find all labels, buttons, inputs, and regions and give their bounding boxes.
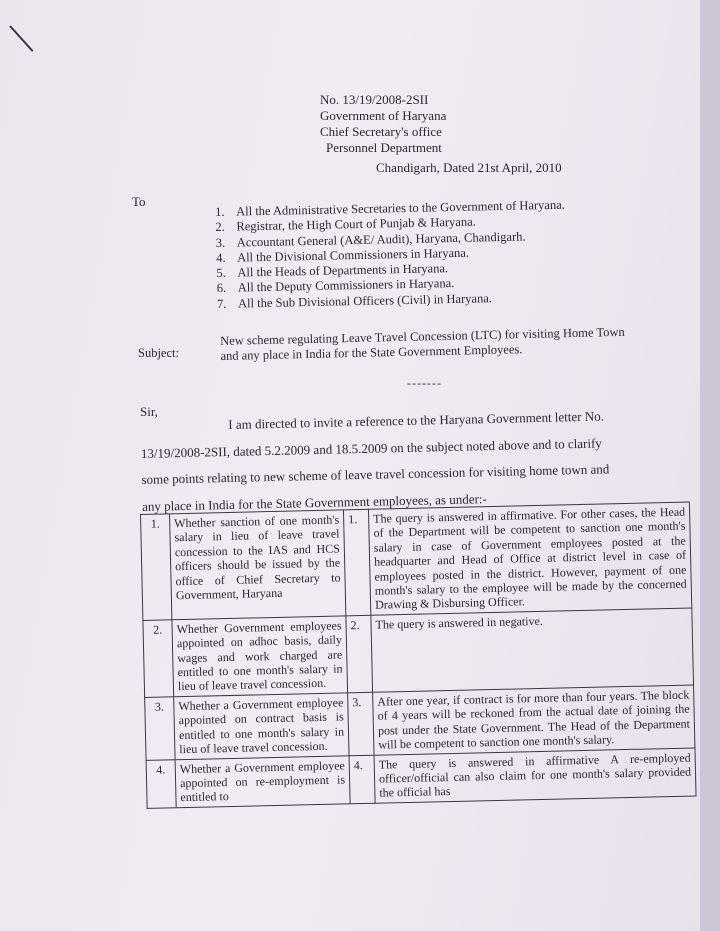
page-edge [700, 0, 720, 931]
query-cell: Whether a Government employee appointed on re-employment is entitled to [175, 755, 350, 807]
list-item: 7. All the Sub Divisional Officers (Civil) in Haryana. [216, 291, 493, 311]
table-row [141, 502, 692, 620]
letter-number: No. 13/19/2008-2SII [320, 92, 429, 107]
salutation: Sir, [140, 404, 158, 419]
department-name: Personnel Department [326, 140, 442, 155]
answer-number: 2. [346, 615, 373, 693]
list-item: 2. Registrar, the High Court of Punjab & Haryana. [215, 214, 476, 235]
body-line: any place in India for the State Government employees, as under:- [141, 490, 487, 514]
body-line: 13/19/2008-2SII, dated 5.2.2009 and 18.5.2009 on the subject noted above and to clarify [140, 435, 602, 461]
answer-number: 3. [348, 692, 374, 755]
subject-text: New scheme regulating Leave Travel Concession (LTC) for visiting Home Town and any place in India for the State Government Employees. [220, 324, 625, 363]
recipient-list [215, 198, 567, 312]
answer-cell: The query is answered in negative. [371, 608, 694, 692]
answer-number: 4. [349, 755, 375, 804]
row-number: 4. [146, 759, 176, 808]
table-row [143, 608, 694, 697]
query-cell: Whether sanction of one month's salary in lieu of leave travel concession to the IAS and HCS officers should be issued by the office of Chief Secretary to Government, Haryana [170, 510, 346, 620]
pen-stroke-mark [9, 25, 33, 52]
office-name: Chief Secretary's office [320, 124, 442, 139]
list-item: 1. All the Administrative Secretaries to the Government of Haryana. [215, 197, 565, 219]
subject-label: Subject: [138, 346, 179, 360]
list-item: 4. All the Divisional Commissioners in Haryana. [215, 245, 470, 265]
subject-rule: ------- [407, 376, 442, 390]
list-item: 6. All the Deputy Commissioners in Haryana. [216, 276, 455, 296]
list-item: 5. All the Heads of Departments in Haryana. [216, 261, 449, 281]
row-number: 3. [145, 697, 175, 760]
answer-number: 1. [343, 509, 370, 615]
place-date: Chandigarh, Dated 21st April, 2010 [376, 160, 562, 175]
row-number: 2. [143, 620, 174, 698]
government-name: Government of Haryana [320, 108, 447, 123]
list-item: 3. Accountant General (A&E/ Audit), Haryana, Chandigarh. [215, 229, 526, 250]
row-number: 1. [141, 514, 172, 620]
answer-cell: After one year, if contract is for more than four years. The block of 4 years will be reckoned from the actual date of joining the post under the State Government. The Head of the Department will be competent to sanction one month's salary. [373, 685, 695, 755]
body-paragraph [140, 402, 662, 520]
answer-cell: The query is answered in affirmative A re-employed officer/official can also claim for one month's salary provided the official has [374, 747, 696, 802]
body-line: some points relating to new scheme of leave travel concession for visiting home town and [141, 461, 610, 487]
to-label: To [132, 194, 146, 209]
query-cell: Whether Government employees appointed on adhoc basis, daily wages and work charged are entitled to one month's salary in lieu of leave travel concession. [172, 616, 348, 697]
query-cell: Whether a Government employee appointed on contract basis is entitled to one month's salary in lieu of leave travel concession. [174, 693, 349, 760]
answer-cell: The query is answered in affirmative. For other cases, the Head of the Department will be competent to sanction one month's salary in case of Government employees posted at the headquarter and Head of Office at district level in case of employees posted in the district. However, payment of one month's salary to the employee will be made by the concerned Drawing & Disbursing Officer. [368, 502, 691, 615]
clarification-table [140, 502, 697, 809]
body-line: I am directed to invite a reference to the Haryana Government letter No. [228, 408, 605, 432]
